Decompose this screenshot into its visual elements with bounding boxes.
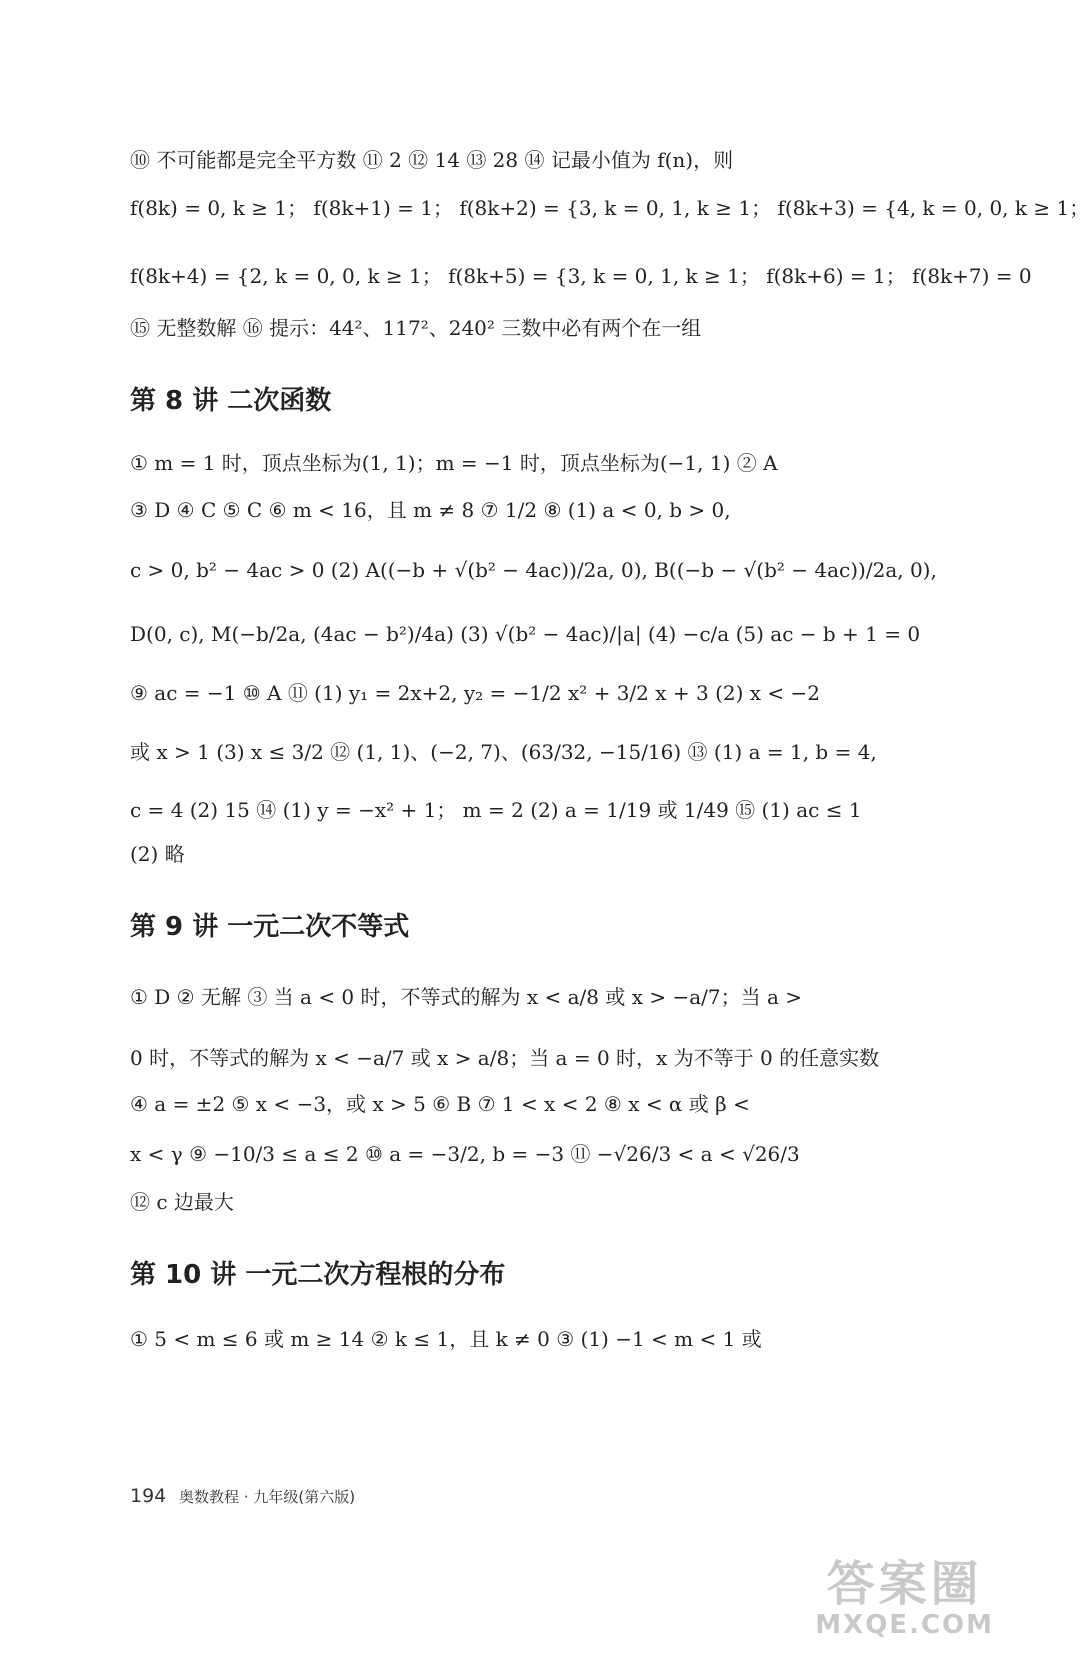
watermark-text-top: 答案圈	[826, 1556, 983, 1612]
answer-line: ① D ② 无解 ③ 当 a < 0 时，不等式的解为 x < a/8 或 x > −a/7；当 a >	[130, 985, 803, 1009]
section-heading-lecture-9: 第 9 讲 一元二次不等式	[130, 912, 410, 942]
answer-line: x < γ ⑨ −10/3 ≤ a ≤ 2 ⑩ a = −3/2, b = −3 ⑪ −√26/3 < a < √26/3	[130, 1142, 800, 1166]
answer-line: f(8k+4) = {2, k = 0, 0, k ≥ 1； f(8k+5) = {3, k = 0, 1, k ≥ 1； f(8k+6) = 1； f(8k+7) = 0	[130, 264, 1032, 288]
answer-line: ① m = 1 时，顶点坐标为(1, 1)；m = −1 时，顶点坐标为(−1, 1) ② A	[130, 451, 778, 475]
answer-line: f(8k) = 0, k ≥ 1； f(8k+1) = 1； f(8k+2) = {3, k = 0, 1, k ≥ 1； f(8k+3) = {4, k = 0, 0, k ≥ 1；	[130, 196, 1089, 220]
answer-line: 0 时，不等式的解为 x < −a/7 或 x > a/8；当 a = 0 时，x 为不等于 0 的任意实数	[130, 1046, 880, 1070]
answer-line: ⑮ 无整数解 ⑯ 提示：44²、117²、240² 三数中必有两个在一组	[130, 316, 702, 340]
watermark-logo	[815, 1556, 994, 1640]
page-footer	[130, 1485, 355, 1507]
answer-line: ⑫ c 边最大	[130, 1190, 234, 1214]
book-title: 奥数教程 · 九年级(第六版)	[179, 1488, 356, 1506]
watermark-text-bottom: MXQE.COM	[815, 1610, 994, 1640]
answer-line: 或 x > 1 (3) x ≤ 3/2 ⑫ (1, 1)、(−2, 7)、(63/32, −15/16) ⑬ (1) a = 1, b = 4,	[130, 740, 877, 764]
answer-line: c = 4 (2) 15 ⑭ (1) y = −x² + 1； m = 2 (2) a = 1/19 或 1/49 ⑮ (1) ac ≤ 1	[130, 798, 862, 822]
answer-line: c > 0, b² − 4ac > 0 (2) A((−b + √(b² − 4ac))/2a, 0), B((−b − √(b² − 4ac))/2a, 0),	[130, 558, 937, 582]
section-heading-lecture-10: 第 10 讲 一元二次方程根的分布	[130, 1260, 506, 1290]
answer-line: ① 5 < m ≤ 6 或 m ≥ 14 ② k ≤ 1，且 k ≠ 0 ③ (1) −1 < m < 1 或	[130, 1327, 762, 1351]
answer-line: D(0, c), M(−b/2a, (4ac − b²)/4a) (3) √(b² − 4ac)/|a| (4) −c/a (5) ac − b + 1 = 0	[130, 622, 921, 646]
answer-line: ④ a = ±2 ⑤ x < −3，或 x > 5 ⑥ B ⑦ 1 < x < 2 ⑧ x < α 或 β <	[130, 1092, 750, 1116]
answer-line: (2) 略	[130, 842, 185, 866]
page-number: 194	[130, 1485, 167, 1507]
answer-line: ③ D ④ C ⑤ C ⑥ m < 16，且 m ≠ 8 ⑦ 1/2 ⑧ (1) a < 0, b > 0,	[130, 498, 731, 522]
section-heading-lecture-8: 第 8 讲 二次函数	[130, 386, 332, 416]
answer-line: ⑨ ac = −1 ⑩ A ⑪ (1) y₁ = 2x+2, y₂ = −1/2 x² + 3/2 x + 3 (2) x < −2	[130, 681, 821, 705]
answer-line: ⑩ 不可能都是完全平方数 ⑪ 2 ⑫ 14 ⑬ 28 ⑭ 记最小值为 f(n)，则	[130, 148, 734, 172]
